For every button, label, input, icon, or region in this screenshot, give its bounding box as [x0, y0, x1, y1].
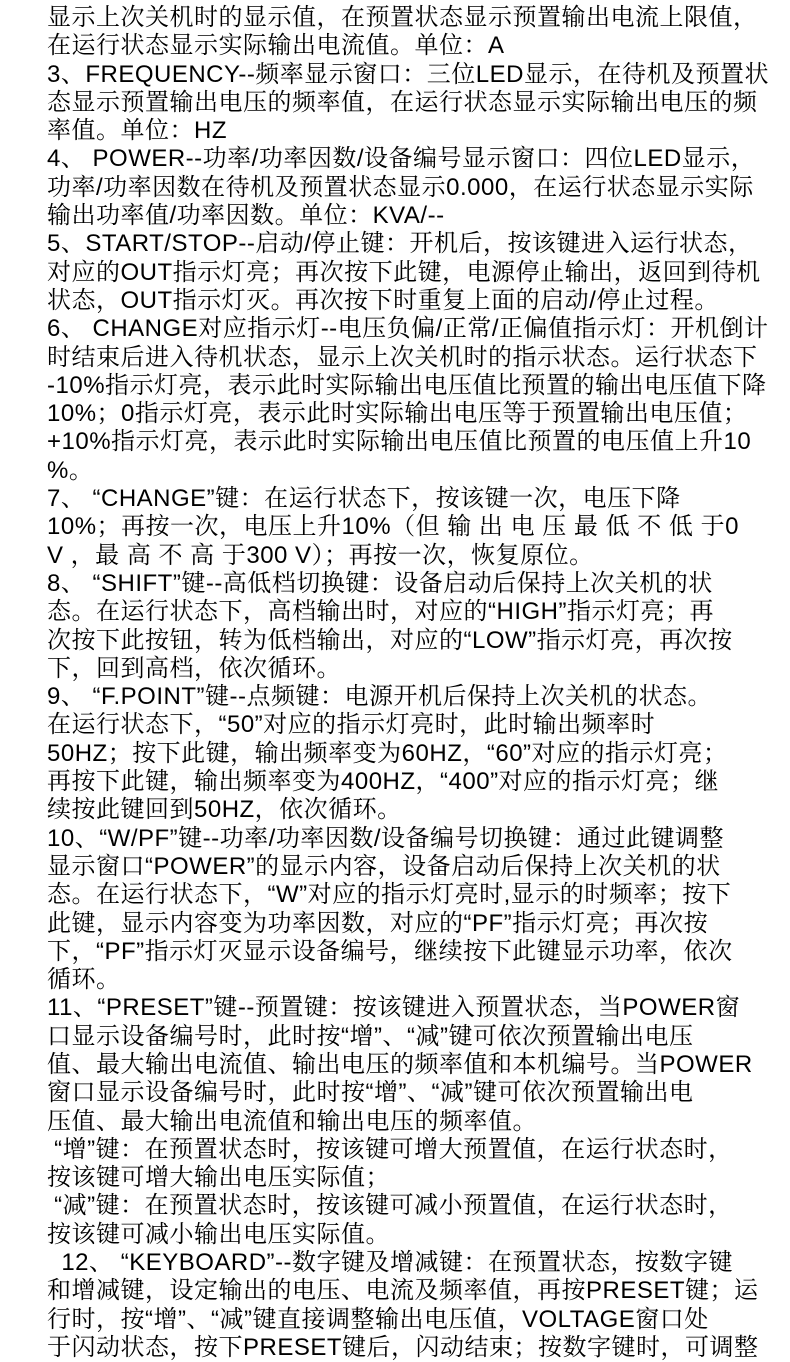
text-line: 对应的OUT指示灯亮；再次按下此键，电源停止输出，返回到待机 [47, 258, 761, 286]
text-line: “增”键：在预置状态时，按该键可增大预置值，在运行状态时， [47, 1135, 733, 1163]
text-line: 态。在运行状态下，高档输出时，对应的“HIGH”指示灯亮；再 [47, 598, 714, 626]
text-line: 续按此键回到50HZ，依次循环。 [47, 796, 402, 824]
text-line: 3、FREQUENCY--频率显示窗口：三位LED显示，在待机及预置状 [47, 60, 769, 88]
text-line: 下，回到高档，依次循环。 [47, 654, 341, 682]
text-line: 10%；再按一次，电压上升10%（但 输 出 电 压 最 低 不 低 于0 [47, 513, 739, 541]
text-line: 此键，显示内容变为功率因数，对应的“PF”指示灯亮；再次按 [47, 909, 709, 937]
text-line: 50HZ；按下此键，输出频率变为60HZ，“60”对应的指示灯亮； [47, 739, 728, 767]
text-line: 时结束后进入待机状态，显示上次关机时的指示状态。运行状态下 [47, 343, 758, 371]
text-line: 5、START/STOP--启动/停止键：开机后，按该键进入运行状态， [47, 230, 753, 258]
text-line: 态。在运行状态下，“W”对应的指示灯亮时,显示的时频率；按下 [47, 881, 732, 909]
text-line: 循环。 [47, 966, 121, 994]
text-line: 按该键可减小输出电压实际值。 [47, 1220, 390, 1248]
text-line: +10%指示灯亮，表示此时实际输出电压值比预置的电压值上升10 [47, 428, 752, 456]
text-line: 输出功率值/功率因数。单位：KVA/-- [47, 202, 445, 230]
text-line: 11、“PRESET”键--预置键：按该键进入预置状态，当POWER窗 [47, 994, 741, 1022]
manual-text-block [47, 4, 769, 1362]
text-line: 态显示预置输出电压的频率值，在运行状态显示实际输出电压的频 [47, 88, 758, 116]
text-line: 12、 “KEYBOARD”--数字键及增减键：在预置状态，按数字键 [47, 1249, 734, 1277]
text-line: 在运行状态下，“50”对应的指示灯亮时，此时输出频率时 [47, 711, 656, 739]
text-line: 显示窗口“POWER”的显示内容，设备启动后保持上次关机的状 [47, 852, 721, 880]
text-line: 于闪动状态，按下PRESET键后，闪动结束；按数字键时，可调整 [47, 1333, 759, 1361]
text-line: 10、“W/PF”键--功率/功率因数/设备编号切换键：通过此键调整 [47, 824, 724, 852]
text-line: %。 [47, 456, 94, 484]
text-line: 率值。单位：HZ [47, 117, 227, 145]
text-line: 显示上次关机时的显示值，在预置状态显示预置输出电流上限值， [47, 4, 758, 31]
text-line: 按该键可增大输出电压实际值； [47, 1164, 390, 1192]
text-line: 10%；0指示灯亮，表示此时实际输出电压等于预置输出电压值； [47, 400, 748, 428]
text-line: 窗口显示设备编号时，此时按“增”、“减”键可依次预置输出电 [47, 1079, 694, 1107]
text-line: 状态，OUT指示灯灭。再次按下时重复上面的启动/停止过程。 [47, 286, 719, 314]
text-line: 4、 POWER--功率/功率因数/设备编号显示窗口：四位LED显示， [47, 145, 756, 173]
text-line: 8、 “SHIFT”键--高低档切换键：设备启动后保持上次关机的状 [47, 569, 713, 597]
text-line: 7、 “CHANGE”键：在运行状态下，按该键一次，电压下降 [47, 485, 681, 513]
text-line: 再按下此键，输出频率变为400HZ，“400”对应的指示灯亮；继 [47, 768, 720, 796]
text-line: 下，“PF”指示灯灭显示设备编号，继续按下此键显示功率，依次 [47, 937, 733, 965]
text-line: 6、 CHANGE对应指示灯--电压负偏/正常/正偏值指示灯：开机倒计 [47, 315, 769, 343]
text-line: 9、 “F.POINT”键--点频键：电源开机后保持上次关机的状态。 [47, 683, 712, 711]
text-line: -10%指示灯亮，表示此时实际输出电压值比预置的输出电压值下降 [47, 371, 767, 399]
text-line: 行时，按“增”、“减”键直接调整输出电压值，VOLTAGE窗口处 [47, 1305, 709, 1333]
text-line: 和增减键，设定输出的电压、电流及频率值，再按PRESET键；运 [47, 1277, 759, 1305]
text-line: 次按下此按钮，转为低档输出，对应的“LOW”指示灯亮，再次按 [47, 626, 733, 654]
text-line: 压值、最大输出电流值和输出电压的频率值。 [47, 1107, 537, 1135]
text-line: 在运行状态显示实际输出电流值。单位：A [47, 32, 505, 60]
text-line: 口显示设备编号时，此时按“增”、“减”键可依次预置输出电压 [47, 1022, 694, 1050]
text-line: 功率/功率因数在待机及预置状态显示0.000，在运行状态显示实际 [47, 173, 754, 201]
text-line: “减”键：在预置状态时，按该键可减小预置值，在运行状态时， [47, 1192, 733, 1220]
text-line: 值、最大输出电流值、输出电压的频率值和本机编号。当POWER [47, 1050, 753, 1078]
text-line: V ，最 高 不 高 于300 V）；再按一次，恢复原位。 [47, 541, 594, 569]
